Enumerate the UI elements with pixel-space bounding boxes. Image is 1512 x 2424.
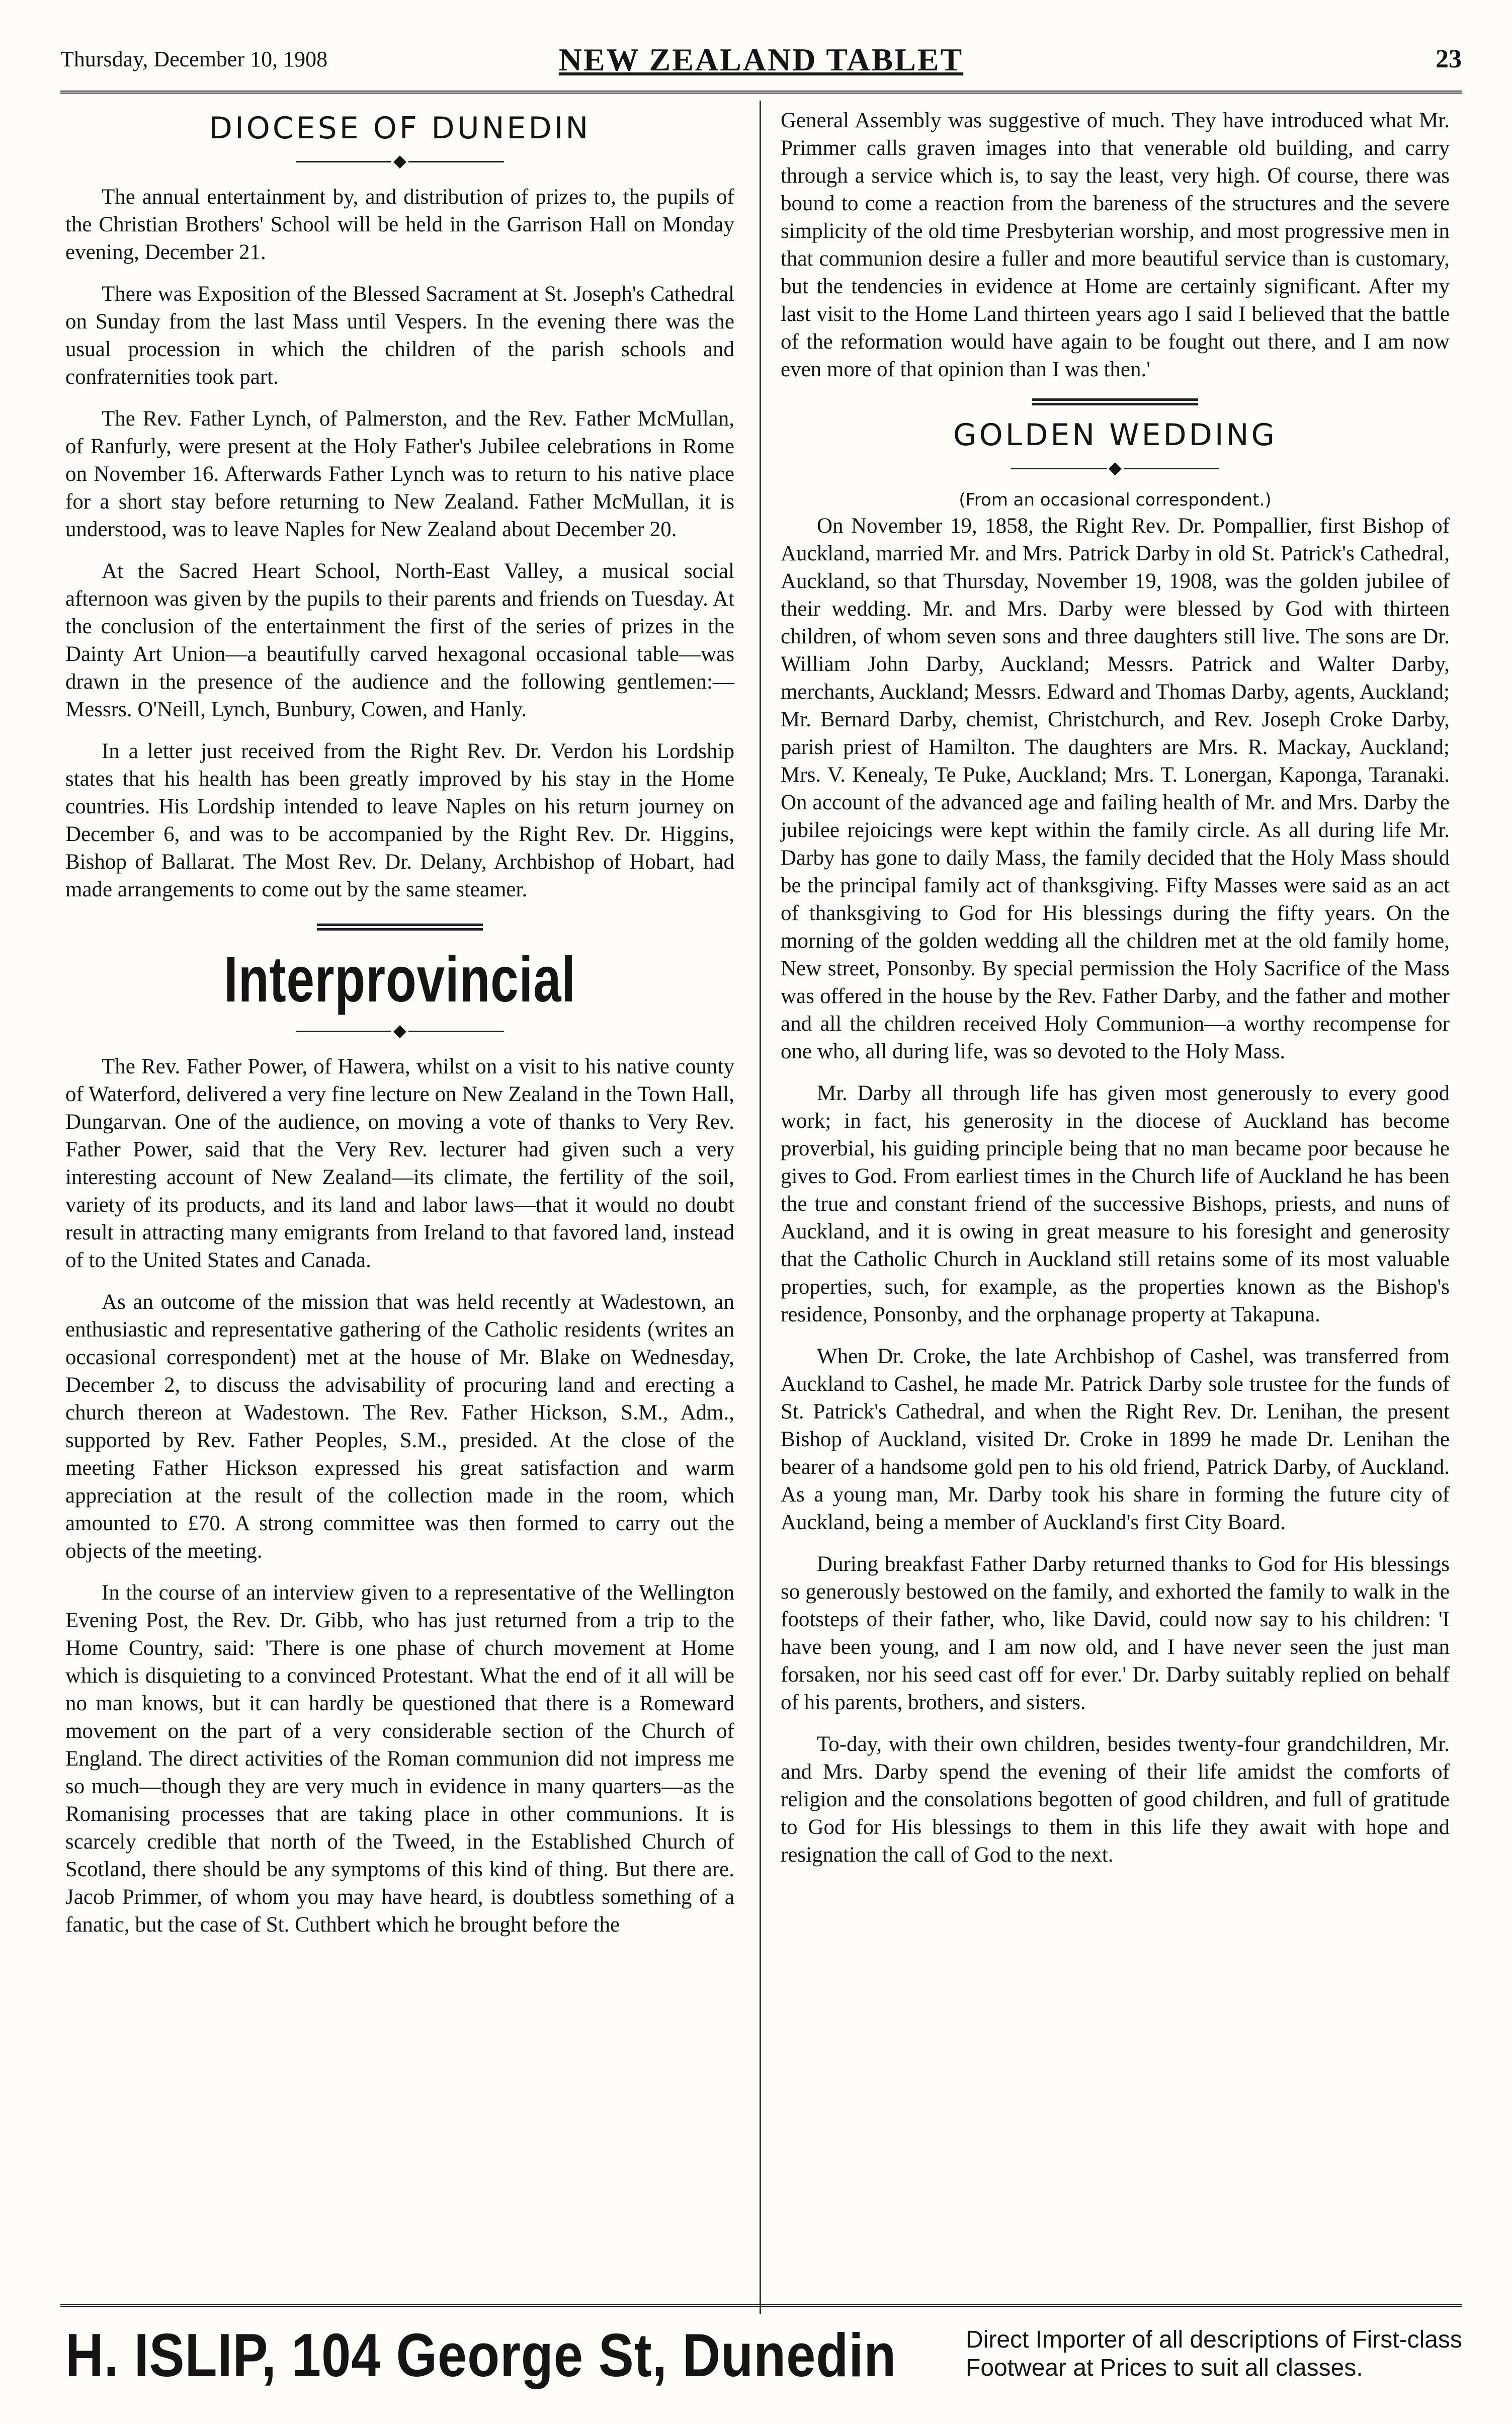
header-rule bbox=[60, 91, 1462, 94]
article-paragraph: The Rev. Father Power, of Hawera, whilst on a visit to his native county of Waterford, delivered a very fine lecture on New Zealand in the Town Hall, Dungarvan. One of the audience, on moving a vote of thanks to Very Rev. Father Power, said that the Very Rev. lecturer had given such a very interesting account of New Zealand—its climate, the fertility of the soil, variety of its products, and its land and labor laws—that it would no doubt result in attracting many emigrants from Ireland to that favored land, instead of to the United States and Canada. bbox=[65, 1055, 734, 1273]
article-paragraph: To-day, with their own children, besides twenty-four grandchildren, Mr. and Mrs. Darby spend the evening of their life amidst the comforts of religion and the consolations begotten of good children, and full of gratitude to God for His blessings to them in this life they await with hope and resignation the call of God to the next. bbox=[781, 1732, 1450, 1867]
tagline-line: Footwear at Prices to suit all classes. bbox=[966, 2355, 1363, 2381]
section-title-interprovincial: Interprovincial bbox=[224, 944, 576, 1016]
article-paragraph: As an outcome of the mission that was held recently at Wadestown, an enthusiastic and representative gathering of the Catholic residents (writes an occasional correspondent) met at the house of Mr. Blake on Wednesday, December 2, to discuss the advisability of procuring land and erecting a church thereon at Wadestown. The Rev. Father Hickson, S.M., Adm., supported by Rev. Father Peoples, S.M., presided. At the close of the meeting Father Hickson expressed his great satisfaction and warm appreciation at the result of the collection made in the room, which amounted to £70. A strong committee was then formed to carry out the objects of the meeting. bbox=[65, 1290, 734, 1563]
article-paragraph: The annual entertainment by, and distribution of prizes to, the pupils of the Christian Brothers' School will be held in the Garrison Hall on Monday evening, December 21. bbox=[65, 185, 734, 265]
article-paragraph: In a letter just received from the Right Rev. Dr. Verdon his Lordship states that his health has been greatly improved by his stay in the Home countries. His Lordship intended to leave Naples on his return journey on December 6, and was to be accompanied by the Right Rev. Dr. Higgins, Bishop of Ballarat. The Most Rev. Dr. Delany, Archbishop of Hobart, had made arrangements to come out by the same steamer. bbox=[65, 739, 734, 902]
advertisement-tagline bbox=[966, 2326, 1469, 2382]
column-divider bbox=[760, 101, 761, 2314]
article-paragraph: On November 19, 1858, the Right Rev. Dr. Pompallier, first Bishop of Auckland, married Mr. and Mrs. Patrick Darby in old St. Patrick's Cathedral, Auckland, so that Thursday, November 19, 1908, was the golden jubilee of their wedding. Mr. and Mrs. Darby were blessed by God with thirteen children, of whom seven sons and three daughters still live. The sons are Dr. William John Darby, Auckland; Messrs. Patrick and Walter Darby, merchants, Auckland; Messrs. Edward and Thomas Darby, agents, Auckland; Mr. Bernard Darby, chemist, Christchurch, and Rev. Joseph Croke Darby, parish priest of Hamilton. The daughters are Mrs. R. Mackay, Auckland; Mrs. V. Kenealy, Te Puke, Auckland; Mrs. T. Lonergan, Kaponga, Taranaki. On account of the advanced age and failing health of Mr. and Mrs. Darby the jubilee rejoicings were kept within the family circle. As all during life Mr. Darby has gone to daily Mass, the family decided that the Holy Mass should be the principal family act of thanksgiving. Fifty Masses were said as an act of thanksgiving to God for His blessings during the fifty years. On the morning of the golden wedding all the children met at the old family home, New street, Ponsonby. By special permission the Holy Sacrifice of the Mass was offered in the house by the Rev. Father Darby, and the father and mother and all the children received Holy Communion—a worthy recompense for one who, all during life, was so devoted to the Holy Mass. bbox=[781, 514, 1450, 1064]
left-column bbox=[65, 107, 734, 1953]
article-paragraph: During breakfast Father Darby returned thanks to God for His blessings so generously bestowed on the family, and exhorted the family to walk in the footsteps of their father, who, like David, could now say to his children: 'I have been young, and I am now old, and I have never seen the just man forsaken, nor his seed cast off for ever.' Dr. Darby suitably replied on behalf of his parents, brothers, and sisters. bbox=[781, 1552, 1450, 1715]
diamond-icon: ◆ bbox=[1108, 459, 1122, 478]
page-number: 23 bbox=[1436, 45, 1462, 73]
article-paragraph: In the course of an interview given to a representative of the Wellington Evening Post, the Rev. Dr. Gibb, who has just returned from a trip to the Home Country, said: 'There is one phase of church movement at Home which is disquieting to a convinced Protestant. What the end of it all will be no man knows, but it can hardly be questioned that there is a Romeward movement on the part of a very considerable section of the Church of England. The direct activities of the Roman communion did not impress me so much—though they are very much in evidence in many quarters—as the Romanising processes that are taking place in other communions. It is scarcely credible that north of the Tweed, in the Established Church of Scotland, there should be any symptoms of this kind of thing. But there are. Jacob Primmer, of whom you may have heard, is doubtless something of a fanatic, but the case of St. Cuthbert which he brought before the bbox=[65, 1581, 734, 1937]
article-paragraph: There was Exposition of the Blessed Sacrament at St. Joseph's Cathedral on Sunday from the last Mass until Vespers. In the evening there was the usual procession in which the children of the parish schools and confraternities took part. bbox=[65, 282, 734, 389]
ornament-divider bbox=[65, 1022, 734, 1040]
ornament-divider bbox=[65, 152, 734, 170]
article-paragraph: The Rev. Father Lynch, of Palmerston, and the Rev. Father McMullan, of Ranfurly, were present at the Holy Father's Jubilee celebrations in Rome on November 16. Afterwards Father Lynch was to return to his native place for a short stay before returning to New Zealand. Father McMullan, it is understood, was to leave Naples for New Zealand about December 20. bbox=[65, 407, 734, 542]
diamond-icon: ◆ bbox=[393, 152, 407, 171]
article-paragraph: When Dr. Croke, the late Archbishop of Cashel, was transferred from Auckland to Cashel, he made Mr. Patrick Darby sole trustee for the funds of St. Patrick's Cathedral, and when the Right Rev. Dr. Lenihan, the present Bishop of Auckland, visited Dr. Croke in 1899 he made Dr. Lenihan the bearer of a handsome gold pen to his old friend, Patrick Darby, of Auckland. As a young man, Mr. Darby took his share in forming the future city of Auckland, being a member of Auckland's first City Board. bbox=[781, 1345, 1450, 1535]
advertiser-name: H. ISLIP, 104 George St, Dunedin bbox=[65, 2321, 897, 2389]
article-byline: (From an occasional correspondent.) bbox=[959, 490, 1272, 511]
footer-rule bbox=[60, 2304, 1462, 2307]
advertisement bbox=[65, 2320, 1467, 2415]
right-column bbox=[781, 107, 1450, 1883]
article-paragraph: Mr. Darby all through life has given most generously to every good work; in fact, his generosity in the diocese of Auckland has become proverbial, his guiding principle being that no man became poor because he gives to God. From earliest times in the Church life of Auckland he has been the true and constant friend of the successive Bishops, priests, and nuns of Auckland, and it is owing in great measure to his foresight and generosity that the Catholic Church in Auckland still retains some of its most valuable properties, such, for example, as the properties known as the Bishop's residence, Ponsonby, and the orphanage property at Takapuna. bbox=[781, 1081, 1450, 1327]
article-continuation: General Assembly was suggestive of much. They have introduced what Mr. Primmer calls graven images into that venerable old building, and carry through a service which is, to say the least, very high. Of course, there was bound to come a reaction from the bareness of the structures and the severe simplicity of the old time Presbyterian worship, and most progressive men in that communion desire a fuller and more beautiful service than is customary, but the tendencies in evidence at Home are certainly significant. After my last visit to the Home Land thirteen years ago I said I believed that the battle of the reformation would have again to be fought out there, and I am now even more of that opinion than I was then.' bbox=[781, 109, 1450, 381]
page-header bbox=[60, 42, 1462, 97]
ornament-divider bbox=[781, 459, 1450, 477]
section-separator bbox=[1032, 398, 1198, 407]
newspaper-title: NEW ZEALAND TABLET bbox=[558, 42, 964, 77]
tagline-line: Direct Importer of all descriptions of First-class bbox=[966, 2326, 1462, 2353]
section-title-diocese: DIOCESE OF DUNEDIN bbox=[209, 111, 591, 146]
issue-date: Thursday, December 10, 1908 bbox=[60, 47, 328, 71]
section-title-golden-wedding: GOLDEN WEDDING bbox=[953, 417, 1277, 453]
section-separator bbox=[317, 924, 483, 933]
diamond-icon: ◆ bbox=[393, 1022, 407, 1041]
article-paragraph: At the Sacred Heart School, North-East Valley, a musical social afternoon was given by the pupils to their parents and friends on Tuesday. At the conclusion of the entertainment the first of the series of prizes in the Dainty Art Union—a beautifully carved hexagonal occasional table—was drawn in the presence of the audience and the following gentlemen:—Messrs. O'Neill, Lynch, Bunbury, Cowen, and Hanly. bbox=[65, 559, 734, 722]
